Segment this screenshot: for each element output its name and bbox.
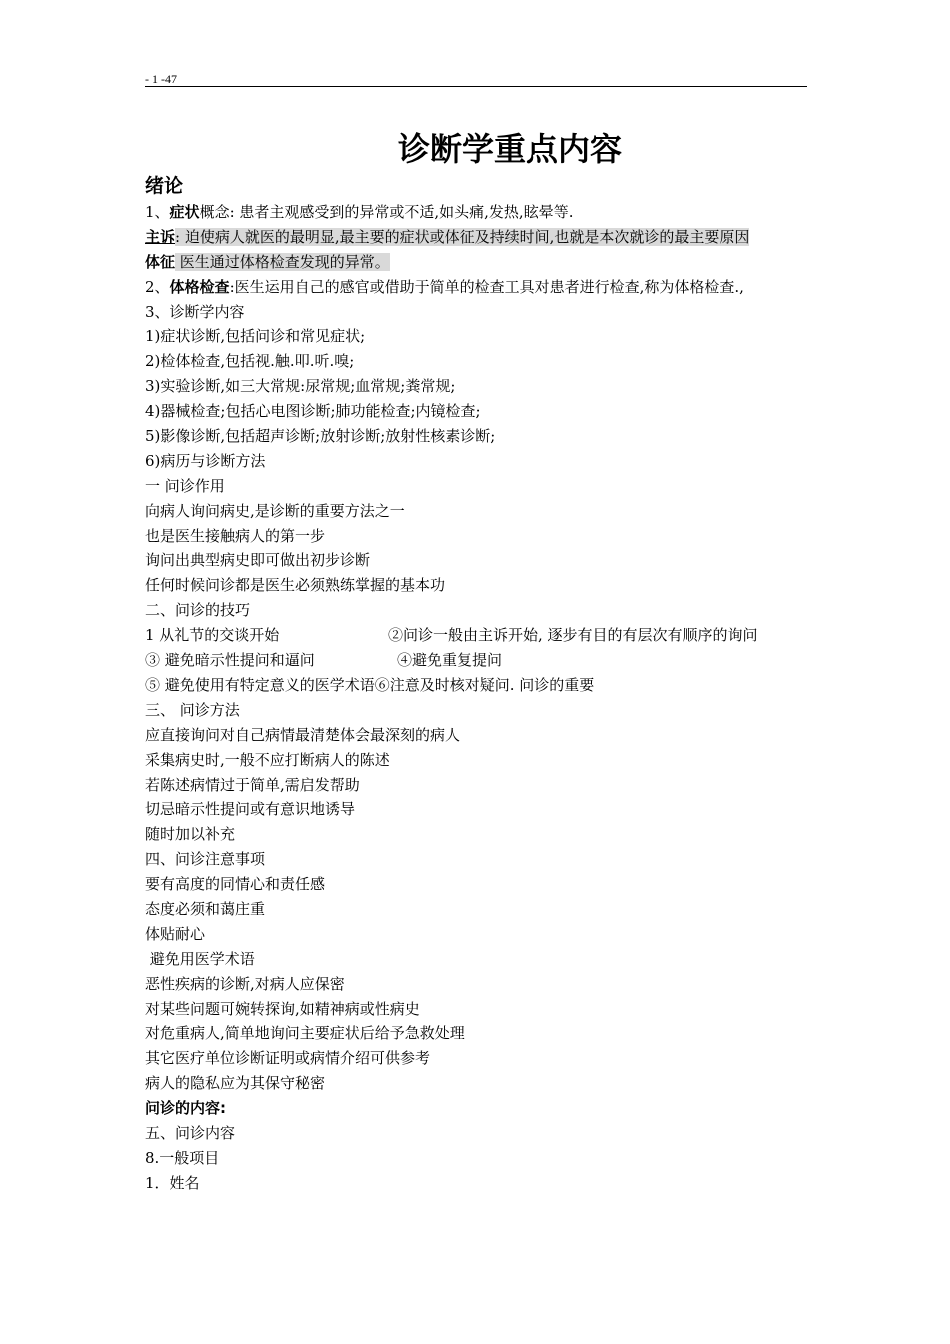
text-line: 应直接询问对自己病情最清楚体会最深刻的病人 <box>145 725 461 744</box>
physical-exam-definition: 2、体格检查:医生运用自己的感官或借助于简单的检查工具对患者进行检查,称为体格检查., <box>145 277 744 296</box>
tips-row-2: ③ 避免暗示性提问和逼问 ④避免重复提问 <box>145 651 503 670</box>
text-line: 也是医生接触病人的第一步 <box>145 526 326 545</box>
section-title: 绪论 <box>145 175 184 197</box>
text-line: 对某些问题可婉转探询,如精神病或性病史 <box>145 999 420 1018</box>
text-line: 3)实验诊断,如三大常规:尿常规;血常规;粪常规; <box>145 377 456 396</box>
text-line: 避免用医学术语 <box>145 949 255 968</box>
text-line: 采集病史时,一般不应打断病人的陈述 <box>145 750 390 769</box>
text-line: 任何时候问诊都是医生必须熟练掌握的基本功 <box>145 576 446 595</box>
text-line: 向病人询问病史,是诊断的重要方法之一 <box>145 501 405 520</box>
text-line: 切忌暗示性提问或有意识地诱导 <box>145 800 356 819</box>
symptom-definition: 1、症状概念: 患者主观感受到的异常或不适,如头痛,发热,眩晕等. <box>145 203 574 221</box>
text-line: 6)病历与诊断方法 <box>145 451 266 470</box>
text-line: 1)症状诊断,包括问诊和常见症状; <box>145 327 366 346</box>
text-line: 三、 问诊方法 <box>145 700 240 719</box>
text-line: 体贴耐心 <box>145 924 206 943</box>
content-list-b <box>145 698 810 1096</box>
text-line: 一 问诊作用 <box>145 476 225 495</box>
text-line: 3、诊断学内容 <box>145 302 245 321</box>
content-list-c <box>145 1121 810 1196</box>
text-line: 随时加以补充 <box>145 825 236 844</box>
text-line: 病人的隐私应为其保守秘密 <box>145 1074 326 1093</box>
page-header <box>145 68 807 87</box>
text-line: 五、问诊内容 <box>145 1123 236 1142</box>
term-physical-exam: 体格检查 <box>169 277 230 296</box>
text-line: 要有高度的同情心和责任感 <box>145 875 326 894</box>
interview-content-heading: 问诊的内容: <box>145 1099 226 1118</box>
text-line: 5)影像诊断,包括超声诊断;放射诊断;放射性核素诊断; <box>145 427 496 446</box>
text-line: 态度必须和蔼庄重 <box>145 899 266 918</box>
term-chief-complaint: 主诉 <box>145 227 176 246</box>
text-line: 四、问诊注意事项 <box>145 850 266 869</box>
text-line: 对危重病人,简单地询问主要症状后给予急救处理 <box>145 1024 465 1043</box>
term-symptom: 症状 <box>169 203 200 221</box>
document-title: 诊断学重点内容 <box>397 130 622 168</box>
text-line: 若陈述病情过于简单,需启发帮助 <box>145 775 360 794</box>
chief-complaint-definition: 主诉: 迫使病人就医的最明显,最主要的症状或体征及持续时间,也就是本次就诊的最主要原因 <box>145 227 750 246</box>
text-line: 恶性疾病的诊断,对病人应保密 <box>145 974 345 993</box>
text-line: 二、问诊的技巧 <box>145 601 251 620</box>
page-number: - 1 -47 <box>145 72 177 86</box>
text-line: 4)器械检查;包括心电图诊断;肺功能检查;内镜检查; <box>145 402 481 421</box>
text-line: 2)检体检查,包括视.触.叩.听.嗅; <box>145 352 355 371</box>
document-body <box>145 172 810 1196</box>
sign-definition: 体征 医生通过体格检查发现的异常。 <box>145 252 390 271</box>
term-sign: 体征 <box>145 252 176 271</box>
content-list-a <box>145 300 810 624</box>
tips-row-3: ⑤ 避免使用有特定意义的医学术语⑥注意及时核对疑问. 问诊的重要 <box>145 675 595 694</box>
text-line: 1．姓名 <box>145 1173 200 1192</box>
text-line: 8.一般项目 <box>145 1148 220 1167</box>
tips-row-1: 1 从礼节的交谈开始 ②问诊一般由主诉开始, 逐步有目的有层次有顺序的询问 <box>145 626 758 645</box>
text-line: 询问出典型病史即可做出初步诊断 <box>145 551 371 570</box>
text-line: 其它医疗单位诊断证明或病情介绍可供参考 <box>145 1049 431 1068</box>
